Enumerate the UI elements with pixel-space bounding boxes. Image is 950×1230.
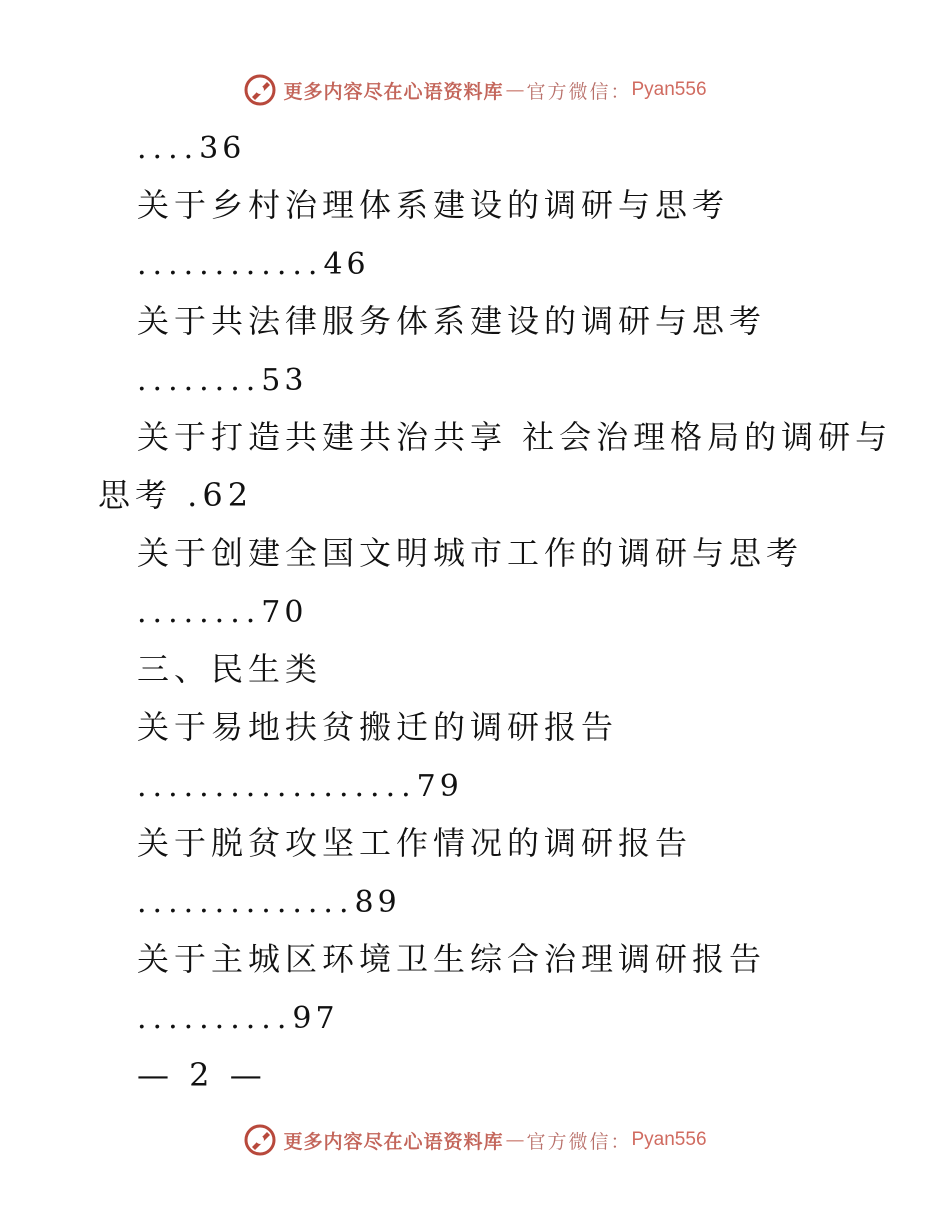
toc-leader-dots: ............ [137, 247, 324, 282]
brand-logo-icon [243, 73, 277, 107]
footer-watermark-banner [0, 1120, 950, 1160]
toc-entry: 关于主城区环境卫生综合治理调研报告 [137, 940, 767, 978]
page-footer-number: — 2 — [137, 1056, 267, 1094]
toc-entry: 关于脱贫攻坚工作情况的调研报告 [137, 824, 693, 862]
toc-leader-dots: .............. [137, 885, 355, 920]
banner-brand-text: 更多内容尽在心语资料库 [283, 80, 504, 103]
banner-separator: — [505, 79, 525, 101]
toc-line-page-70 [137, 582, 307, 642]
banner-separator: — [505, 1129, 525, 1151]
toc-leader-dots: ........ [137, 363, 262, 398]
header-watermark-banner [0, 70, 950, 110]
banner-brand-text: 更多内容尽在心语资料库 [283, 1130, 504, 1153]
toc-page-number: 70 [261, 595, 308, 630]
toc-leader-dots: .................. [137, 769, 417, 804]
toc-entry: 关于共法律服务体系建设的调研与思考 [137, 302, 767, 340]
banner-wechat-label: 官方微信： [526, 1130, 632, 1153]
toc-line-page-89 [137, 872, 401, 932]
toc-line-page-46 [137, 234, 370, 294]
toc-leader-dots: .... [137, 131, 200, 166]
toc-page-number: 79 [416, 769, 463, 804]
toc-entry-wrap: 思考 .62 [98, 476, 254, 514]
toc-section-heading: 三、民生类 [137, 650, 323, 688]
toc-page-number: 36 [199, 131, 246, 166]
toc-entry: 关于创建全国文明城市工作的调研与思考 [137, 534, 804, 572]
banner-wechat-id: Pyan556 [631, 1129, 707, 1150]
toc-line-page-36 [137, 118, 245, 178]
toc-leader-dots: ........ [137, 595, 262, 630]
toc-entry: 关于易地扶贫搬迁的调研报告 [137, 708, 619, 746]
toc-page-number: 97 [292, 1001, 339, 1036]
toc-page-number: 89 [354, 885, 401, 920]
banner-wechat-id: Pyan556 [631, 79, 707, 100]
toc-page-number: 53 [261, 363, 308, 398]
toc-entry: 关于打造共建共治共享 社会治理格局的调研与 [137, 418, 893, 456]
brand-logo-icon [243, 1123, 277, 1157]
toc-line-page-53 [137, 350, 307, 410]
toc-line-page-79 [137, 756, 463, 816]
toc-leader-dots: .......... [137, 1001, 293, 1036]
toc-line-page-97 [137, 988, 339, 1048]
banner-wechat-label: 官方微信： [526, 80, 632, 103]
toc-entry: 关于乡村治理体系建设的调研与思考 [137, 186, 730, 224]
toc-page-number: 46 [323, 247, 370, 282]
